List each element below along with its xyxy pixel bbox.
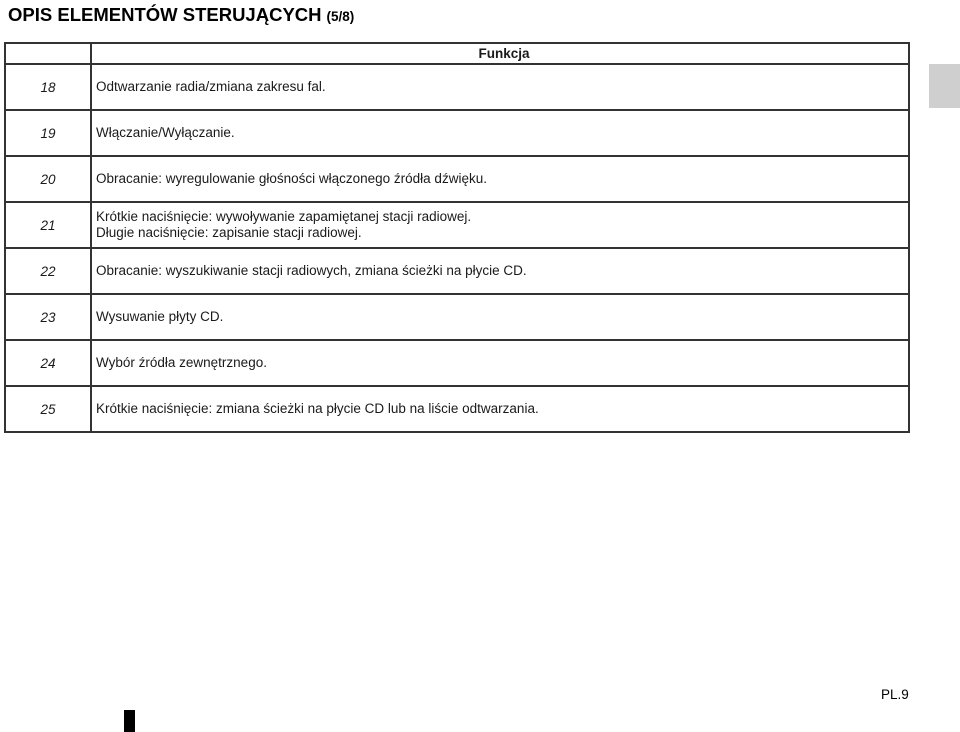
row-description xyxy=(91,110,909,156)
table-row xyxy=(5,202,909,248)
table-header-row xyxy=(5,43,909,64)
table-row xyxy=(5,156,909,202)
table-row xyxy=(5,386,909,432)
row-number: 19 xyxy=(5,110,91,156)
table-row xyxy=(5,248,909,294)
table-row xyxy=(5,340,909,386)
description-line: Długie naciśnięcie: zapisanie stacji radiowej. xyxy=(96,225,362,240)
description-line: Wysuwanie płyty CD. xyxy=(96,309,224,324)
row-description xyxy=(91,294,909,340)
row-number: 18 xyxy=(5,64,91,110)
description-line: Krótkie naciśnięcie: zmiana ścieżki na płycie CD lub na liście odtwarzania. xyxy=(96,401,539,416)
description-line: Wybór źródła zewnętrznego. xyxy=(96,355,267,370)
row-description xyxy=(91,386,909,432)
row-description xyxy=(91,202,909,248)
row-number: 21 xyxy=(5,202,91,248)
row-description xyxy=(91,64,909,110)
row-description xyxy=(91,248,909,294)
row-number: 20 xyxy=(5,156,91,202)
description-line: Krótkie naciśnięcie: wywoływanie zapamiętanej stacji radiowej. xyxy=(96,209,472,224)
row-number: 25 xyxy=(5,386,91,432)
page-number: PL.9 xyxy=(881,687,909,702)
row-description xyxy=(91,156,909,202)
header-function: Funkcja xyxy=(91,43,909,64)
crop-mark xyxy=(124,710,135,732)
description-line: Odtwarzanie radia/zmiana zakresu fal. xyxy=(96,79,326,94)
page-title-part: (5/8) xyxy=(326,9,355,24)
page-title-text: OPIS ELEMENTÓW STERUJĄCYCH xyxy=(8,4,322,25)
controls-table xyxy=(4,42,910,433)
page-title xyxy=(8,4,354,26)
row-number: 24 xyxy=(5,340,91,386)
row-number: 23 xyxy=(5,294,91,340)
description-line: Obracanie: wyregulowanie głośności włączonego źródła dźwięku. xyxy=(96,171,487,186)
row-description xyxy=(91,340,909,386)
table-row xyxy=(5,294,909,340)
description-line: Włączanie/Wyłączanie. xyxy=(96,125,235,140)
row-number: 22 xyxy=(5,248,91,294)
section-tab-marker xyxy=(929,64,960,108)
table-row xyxy=(5,64,909,110)
header-number-cell xyxy=(5,43,91,64)
table-row xyxy=(5,110,909,156)
description-line: Obracanie: wyszukiwanie stacji radiowych, zmiana ścieżki na płycie CD. xyxy=(96,263,527,278)
